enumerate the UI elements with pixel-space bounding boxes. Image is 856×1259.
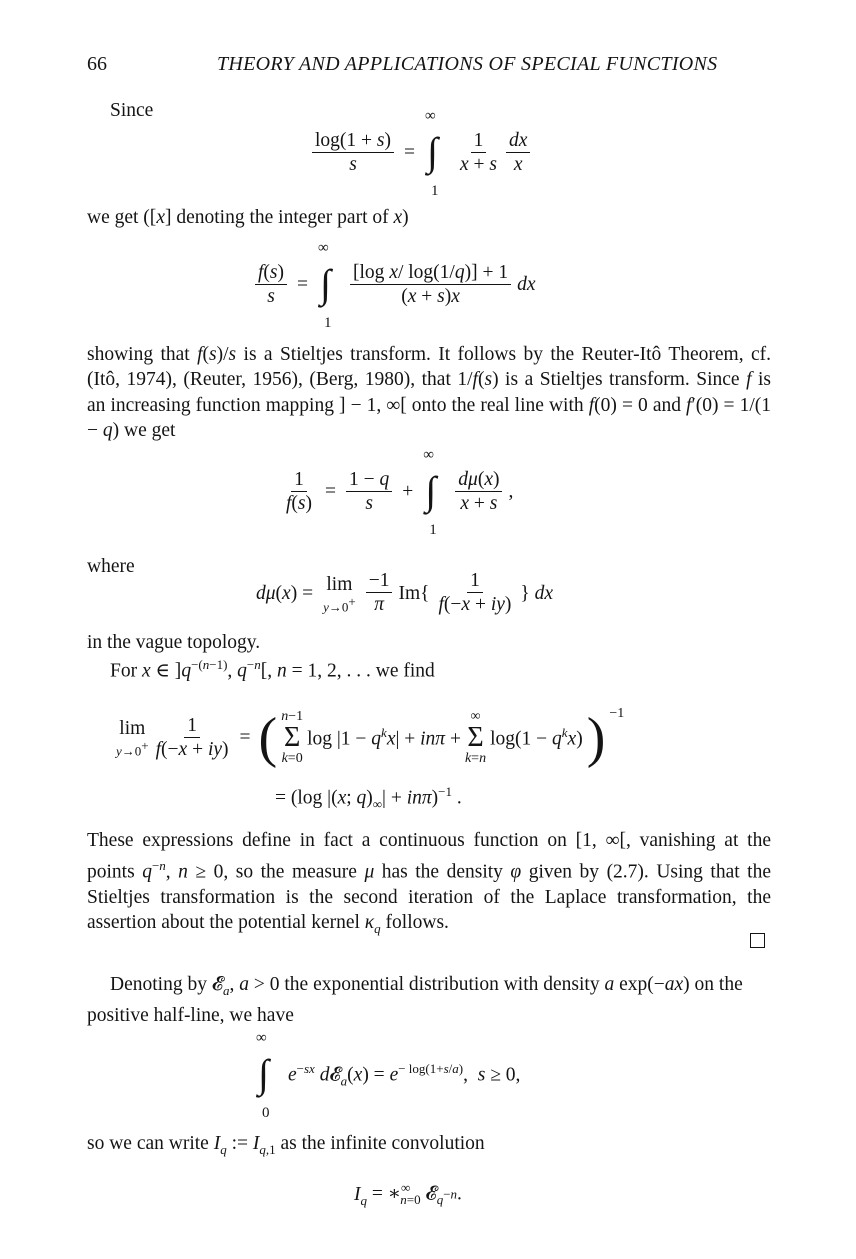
text-for-line: For x ∈ ]$q^{-(n-1)}$, $q^{-n}$[, n = 1, 2, . . . we find — [110, 657, 435, 682]
paragraph-expressions: These expressions define in fact a continuous function on [1, ∞[, vanishing at the points $q^{-n}$, n ≥ 0, so the measure μ has the density φ given by (2.7). Using that the Stieltjes transformation is the second iteration of the Laplace transformation, the assertion about the potential kernel $\kappa_q$ follows. — [87, 830, 771, 937]
paragraph-showing: showing that f(s)/s is a Stieltjes transform. It follows by the Reuter-Itô Theorem, cf. (Itô, 1974), (Reuter, 1956), (Berg, 1980), that 1/f(s) is a Stieltjes transform. Since f is an increasing function mapping ] − 1, ∞[ onto the real line with f(0) = 0 and f′(0) = 1/(1 − q) we get — [87, 344, 772, 441]
equation-6: ∞ ∫ 0 $e^{-sx}$ d𝓔$_a$(x) = $e^{- log(1+s/a)}$, s ≥ 0, — [256, 1030, 521, 1121]
equation-1: $\frac{\log(1 + s)}{s}$ = ∞ ∫ 1 $\frac{1}{x + s}$ $\frac{dx}{x}$ — [312, 118, 530, 188]
text-since: Since — [110, 100, 154, 121]
qed-square-icon — [750, 933, 765, 948]
running-title: THEORY AND APPLICATIONS OF SPECIAL FUNCTIONS — [217, 53, 718, 75]
equation-4: dμ(x) = lim y→0+ $\frac{-1}{\pi}$ Im{ $\frac{1}{f(-x + iy)}$ } dx — [256, 570, 554, 615]
text-vague: in the vague topology. — [87, 632, 261, 653]
equation-5: lim y→0+ $\frac{1}{f(-x + iy)}$ = ( n−1 Σ k=0 $\log |1 - q^kx| + in\pi$ + ∞ Σ k=n $\log(1 - q^kx)$ ) −1 — [116, 706, 625, 769]
text-where: where — [87, 556, 135, 577]
text-we-get: we get ([x] denoting the integer part of x) — [87, 207, 409, 228]
paragraph-denoting: Denoting by 𝓔$_a$, a > 0 the exponential distribution with density a exp(−ax) on the positive half-line, we have — [87, 974, 743, 1027]
equation-2: $\frac{f(s)}{s}$ = ∞ ∫ 1 $\frac{\text{[log x/ log(1/q)] + 1}}{(x + s)x}$ dx — [255, 250, 536, 320]
equation-5-line-2: = (log |(x; $q)_\infty| + in\pi)^{-1}$ . — [275, 784, 462, 812]
text-so-line: so we can write $I_q$ := $I_{q,1}$ as the infinite convolution — [87, 1133, 485, 1157]
equation-3: $\frac{1}{f(s)}$ = $\frac{1 - q}{s}$ + ∞ ∫ 1 $\frac{d\mu(x)}{x + s}$ , — [286, 447, 514, 538]
equation-7: $I_q$ = $∗^\infty_{n=0}$ 𝓔$_{q^{-n}}$. — [354, 1180, 462, 1208]
page-number: 66 — [87, 53, 107, 75]
